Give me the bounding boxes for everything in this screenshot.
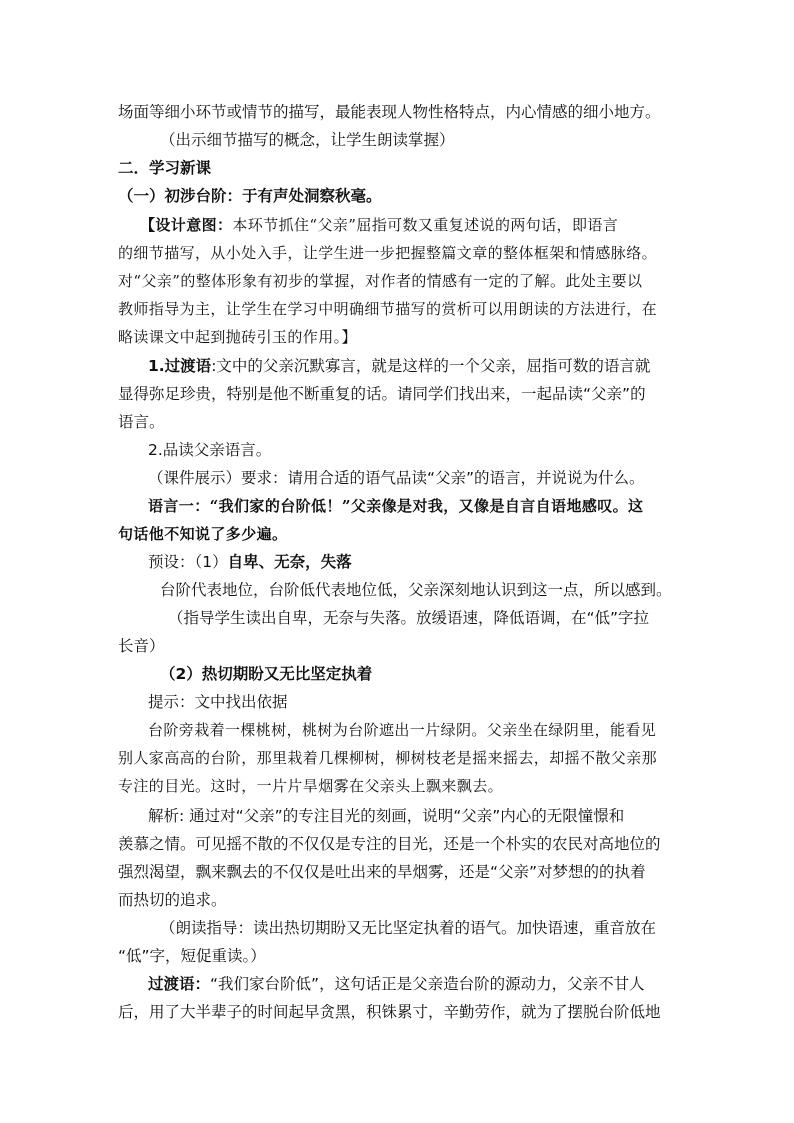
text-line: 长音） bbox=[118, 637, 165, 655]
text-line: 而热切的追求。 bbox=[118, 891, 227, 909]
preset-label: 预设：（1） bbox=[148, 553, 228, 571]
text-line: 2.品读父亲语言。 bbox=[148, 441, 272, 459]
text-line: 对“父亲”的整体形象有初步的掌握，对作者的情感有一定的了解。此处主要以 bbox=[118, 272, 643, 290]
text-line: “低”字，短促重读。） bbox=[118, 947, 266, 965]
transition-label: 1.过渡语 bbox=[148, 357, 212, 375]
subsection-heading: （一）初涉台阶：于有声处洞察秋毫。 bbox=[118, 187, 382, 205]
text-line: 后，用了大半辈子的时间起早贪黑，积铢累寸，辛勤劳作，就为了摆脱台阶低地 bbox=[118, 1003, 661, 1021]
text-line: 的细节描写，从小处入手，让学生进一步把握整篇文章的整体框架和情感脉络。 bbox=[118, 244, 658, 262]
text-line: 提示：文中找出依据 bbox=[148, 693, 288, 711]
text-line: 语言一：“我们家的台阶低！”父亲像是对我，又像是自言自语地感叹。这 bbox=[148, 497, 644, 515]
text-line: 句话他不知说了多少遍。 bbox=[118, 525, 288, 543]
design-intent-body: 本环节抓住“父亲”屈指可数又重复述说的两句话，即语言 bbox=[232, 216, 619, 234]
text-line: 显得弥足珍贵，特别是他不断重复的话。请同学们找出来，一起品读“父亲”的 bbox=[118, 385, 646, 403]
text-line: 场面等细小环节或情节的描写，最能表现人物性格特点，内心情感的细小地方。 bbox=[118, 103, 661, 121]
text-line: （2）热切期盼又无比坚定执着 bbox=[160, 665, 373, 683]
text-line: “我们家台阶低”，这句话正是父亲造台阶的源动力，父亲不甘人 bbox=[210, 975, 645, 993]
transition-line bbox=[148, 356, 650, 376]
section-heading: 二．学习新课 bbox=[118, 159, 212, 177]
text-line: 解析: 通过对“父亲”的专注目光的刻画，说明“父亲”内心的无限憧憬和 bbox=[148, 807, 625, 825]
design-intent-text: 【设计意图：本环节抓住“父亲”屈指可数又重复述说的两句话，即语言 bbox=[140, 216, 619, 234]
text-line: （出示细节描写的概念，让学生朗读掌握） bbox=[160, 131, 455, 149]
text-line: 略读课文中起到抛砖引玉的作用。】 bbox=[118, 328, 357, 346]
text-line: （指导学生读出自卑，无奈与失落。放缓语速，降低语调，在“低”字拉 bbox=[168, 609, 650, 627]
text-line: 强烈渴望，飘来飘去的不仅仅是吐出来的旱烟雾，还是“父亲”对梦想的的执着 bbox=[118, 863, 646, 881]
text-line: （课件展示）要求：请用合适的语气品读“父亲”的语言，并说说为什么。 bbox=[148, 469, 645, 487]
text-line: :文中的父亲沉默寡言，就是这样的一个父亲，屈指可数的语言就 bbox=[211, 357, 651, 375]
quote-line: 别人家高高的台阶，那里栽着几棵柳树，柳树枝老是摇来摇去，却摇不散父亲那 bbox=[118, 749, 658, 767]
preset-line bbox=[148, 552, 352, 572]
transition-line bbox=[148, 974, 645, 994]
text-line: （朗读指导：读出热切期盼又无比坚定执着的语气。加快语速，重音放在 bbox=[160, 919, 657, 937]
preset-answer: 自卑、无奈，失落 bbox=[227, 553, 352, 571]
text-line: 语言。 bbox=[118, 413, 165, 431]
text-line: 教师指导为主，让学生在学习中明确细节描写的赏析可以用朗读的方法进行，在 bbox=[118, 300, 658, 318]
transition-label: 过渡语： bbox=[148, 975, 211, 993]
text-line: 羡慕之情。可见摇不散的不仅仅是专注的目光，还是一个朴实的农民对高地位的 bbox=[118, 835, 661, 853]
text-line: 台阶代表地位，台阶低代表地位低，父亲深刻地认识到这一点，所以感到。 bbox=[160, 581, 672, 599]
quote-line: 台阶旁栽着一棵桃树，桃树为台阶遮出一片绿阴。父亲坐在绿阴里，能看见 bbox=[148, 721, 657, 739]
quote-line: 专注的目光。这时，一片片旱烟雾在父亲头上飘来飘去。 bbox=[118, 777, 504, 795]
